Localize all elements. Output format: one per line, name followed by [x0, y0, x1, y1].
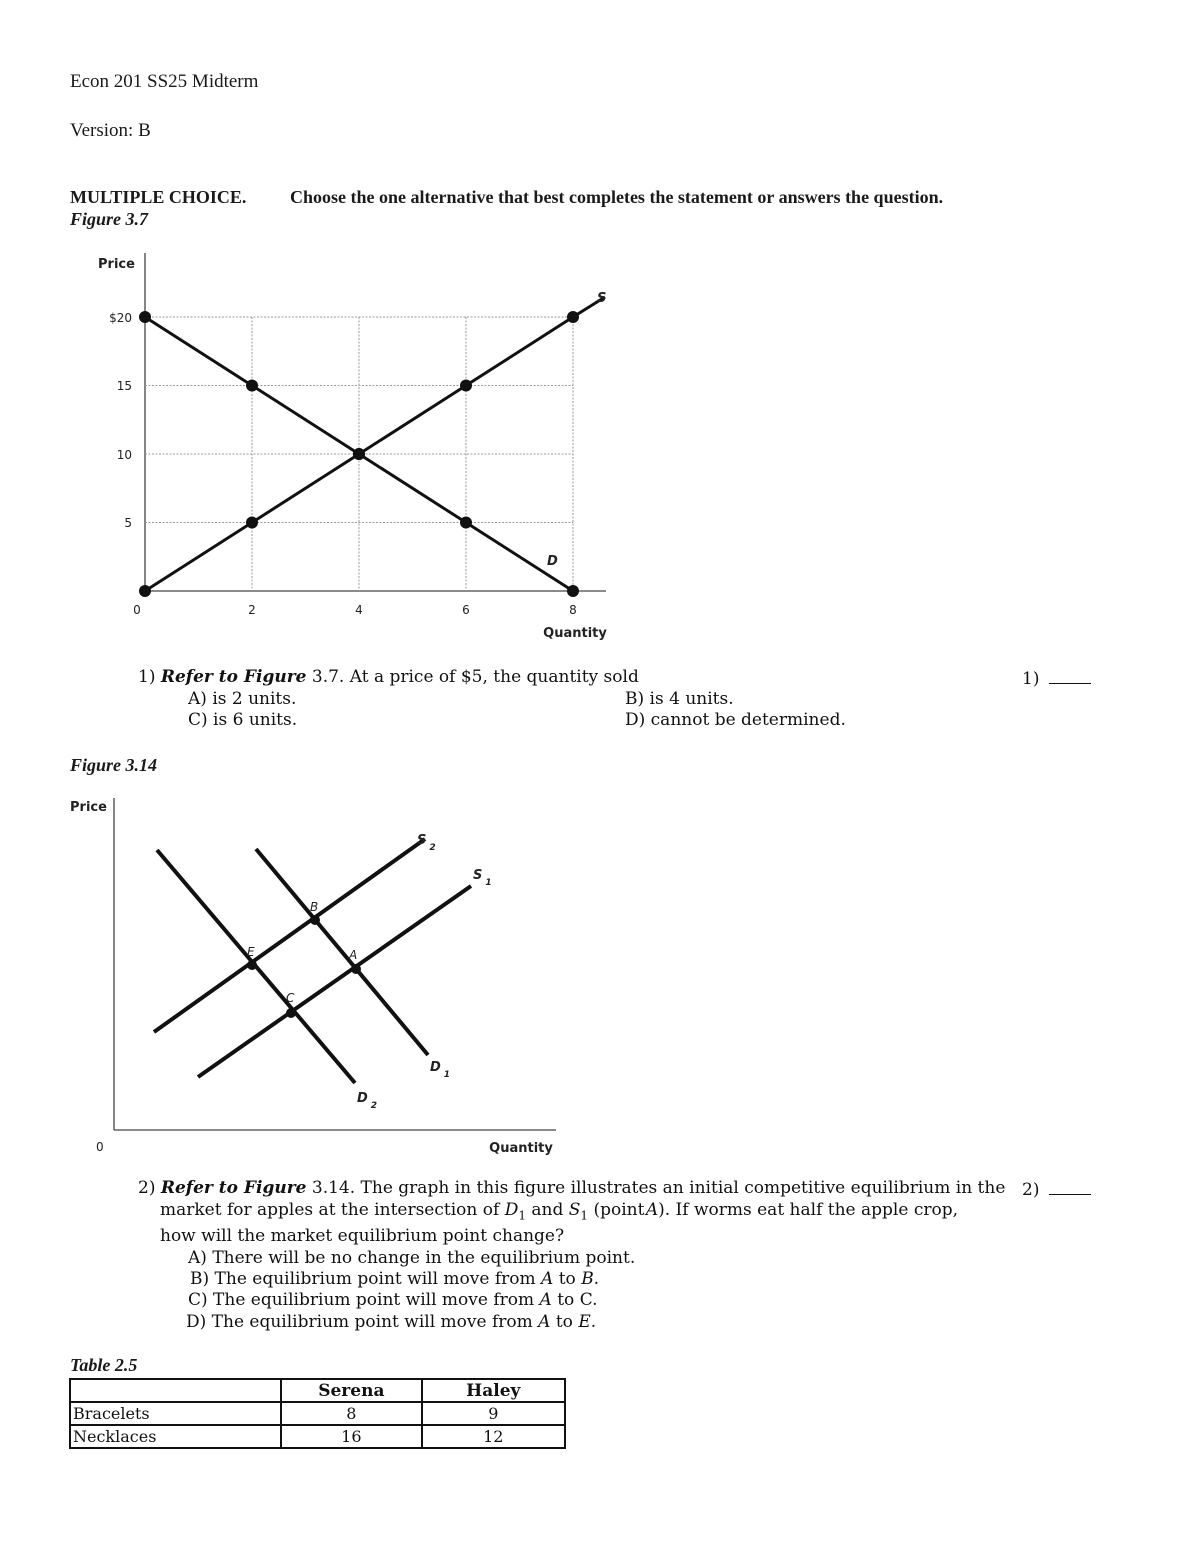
question-2-line-2-a: market for apples at the intersection of	[160, 1200, 500, 1220]
question-1-answer-label: 1)	[1022, 669, 1040, 689]
figure-2-chart	[0, 780, 600, 1160]
supply-point-2	[246, 517, 258, 529]
supply-curve-s1	[198, 886, 471, 1077]
question-2-option-b-to: B.	[581, 1269, 600, 1289]
figure-2-origin: 0	[96, 1140, 104, 1154]
demand-curve-label: D	[547, 554, 558, 569]
point-c	[286, 1008, 296, 1018]
s2-label: S $_2$	[417, 833, 436, 853]
figure-1-ytick-5: 5	[124, 516, 132, 530]
table-header-row	[70, 1379, 565, 1402]
figure-1-series	[139, 297, 605, 597]
demand-curve-d1	[256, 849, 428, 1055]
question-2-line-2-b: (point	[593, 1200, 645, 1220]
question-2-option-c-to: C.	[579, 1290, 598, 1310]
question-2-s-sub: 1	[580, 1208, 589, 1223]
table-row	[70, 1425, 565, 1448]
question-2-point: A	[645, 1200, 659, 1220]
table-header-serena: Serena	[281, 1379, 422, 1402]
question-1-option-c[interactable]: C) is 6 units.	[188, 710, 298, 730]
d1-label: D $_1$	[430, 1060, 451, 1080]
question-2-s-symbol: S	[568, 1200, 581, 1220]
question-2-option-b[interactable]	[190, 1269, 599, 1289]
question-1-number: 1)	[138, 667, 156, 687]
question-2-ref: Refer to Figure	[160, 1178, 307, 1198]
question-2-stem-line-2	[160, 1200, 958, 1222]
question-2-option-d-to-word: to	[555, 1312, 573, 1332]
question-2-answer-label: 2)	[1022, 1180, 1040, 1200]
table-cell-necklaces-label: Necklaces	[70, 1425, 281, 1448]
supply-point-8	[567, 311, 579, 323]
question-2-and: and	[531, 1200, 564, 1220]
figure-1-ytick-10: 10	[116, 448, 132, 462]
table-header-haley: Haley	[422, 1379, 565, 1402]
point-b-label: B	[310, 900, 319, 914]
point-a-label: A	[349, 948, 358, 962]
question-2-option-c-text: C) The equilibrium point will move from	[188, 1290, 535, 1310]
table-cell-necklaces-serena: 16	[281, 1425, 422, 1448]
figure-1-xtick-0: 0	[133, 603, 141, 617]
question-1-ref-num: 3.7.	[311, 667, 345, 687]
question-1-option-b[interactable]: B) is 4 units.	[625, 689, 734, 709]
question-2-option-d-from: A	[538, 1312, 551, 1332]
point-e-label: E	[247, 945, 255, 959]
question-2-option-d-text: D) The equilibrium point will move from	[186, 1312, 533, 1332]
exam-version: Version: B	[70, 120, 151, 141]
demand-point-2	[246, 380, 258, 392]
question-2-ref-num: 3.14.	[311, 1178, 356, 1198]
point-e	[247, 960, 257, 970]
figure-2-caption: Figure 3.14	[70, 755, 158, 775]
question-2-line-2-c: ). If worms eat half the apple crop,	[658, 1200, 958, 1220]
table-2-5	[69, 1378, 566, 1449]
question-2-stem-line-1	[138, 1178, 1005, 1198]
figure-1-xtick-2: 2	[248, 603, 256, 617]
figure-1-xtick-8: 8	[569, 603, 577, 617]
supply-curve-label: S	[597, 291, 607, 306]
question-2-option-a[interactable]: A) There will be no change in the equilibrium point.	[188, 1248, 636, 1268]
figure-1-ylabel: Price	[98, 257, 135, 272]
question-1-option-d[interactable]: D) cannot be determined.	[625, 710, 846, 730]
question-2-answer-line[interactable]	[1049, 1178, 1091, 1195]
figure-1-xtick-6: 6	[462, 603, 470, 617]
point-b	[310, 915, 320, 925]
table-cell-necklaces-haley: 12	[422, 1425, 565, 1448]
demand-point-6	[460, 517, 472, 529]
section-heading: MULTIPLE CHOICE.	[70, 187, 247, 207]
demand-point-0	[139, 311, 151, 323]
section-instructions: Choose the one alternative that best completes the statement or answers the question.	[290, 187, 944, 207]
question-2-option-b-from: A	[541, 1269, 554, 1289]
figure-2-xlabel: Quantity	[489, 1141, 553, 1156]
table-cell-bracelets-label: Bracelets	[70, 1402, 281, 1425]
question-2-option-c-to-word: to	[557, 1290, 575, 1310]
question-2-option-c-from: A	[539, 1290, 552, 1310]
question-1-ref: Refer to Figure	[160, 667, 307, 687]
question-2-answer-blank[interactable]	[1022, 1178, 1091, 1200]
figure-1-xtick-4: 4	[355, 603, 363, 617]
figure-2-ylabel: Price	[70, 800, 107, 815]
supply-point-0	[139, 585, 151, 597]
question-2-stem-line-3: how will the market equilibrium point change?	[160, 1226, 565, 1246]
table-row	[70, 1402, 565, 1425]
demand-point-8	[567, 585, 579, 597]
figure-1-caption: Figure 3.7	[70, 209, 149, 229]
table-caption: Table 2.5	[70, 1355, 138, 1375]
question-2-option-b-to-word: to	[558, 1269, 576, 1289]
d2-label: D $_2$	[357, 1091, 378, 1111]
question-2-number: 2)	[138, 1178, 156, 1198]
question-2-option-c[interactable]	[188, 1290, 598, 1310]
table-header-empty	[70, 1379, 281, 1402]
point-a	[351, 964, 361, 974]
question-1-text: At a price of $5, the quantity sold	[349, 667, 639, 687]
demand-point-4	[353, 448, 365, 460]
figure-1-xlabel: Quantity	[543, 626, 607, 641]
question-2-option-b-text: B) The equilibrium point will move from	[190, 1269, 536, 1289]
s1-label: S $_1$	[473, 868, 492, 888]
supply-point-6	[460, 380, 472, 392]
figure-1-ytick-20: $20	[109, 311, 132, 325]
point-c-label: C	[286, 991, 295, 1005]
question-2-d-sub: 1	[518, 1208, 526, 1223]
question-2-option-d-to: E.	[578, 1312, 597, 1332]
question-1-answer-blank[interactable]	[1022, 667, 1091, 689]
table-cell-bracelets-haley: 9	[422, 1402, 565, 1425]
question-2-line-1: The graph in this figure illustrates an initial competitive equilibrium in the	[360, 1178, 1006, 1198]
question-2-option-d[interactable]	[186, 1312, 596, 1332]
question-1-answer-line[interactable]	[1049, 667, 1091, 684]
table-cell-bracelets-serena: 8	[281, 1402, 422, 1425]
figure-1-ytick-15: 15	[116, 379, 132, 393]
question-1-stem	[138, 667, 639, 687]
exam-title: Econ 201 SS25 Midterm	[70, 71, 259, 92]
figure-1-chart	[0, 0, 700, 660]
question-1-option-a[interactable]: A) is 2 units.	[188, 689, 297, 709]
question-2-d-symbol: D	[504, 1200, 519, 1220]
